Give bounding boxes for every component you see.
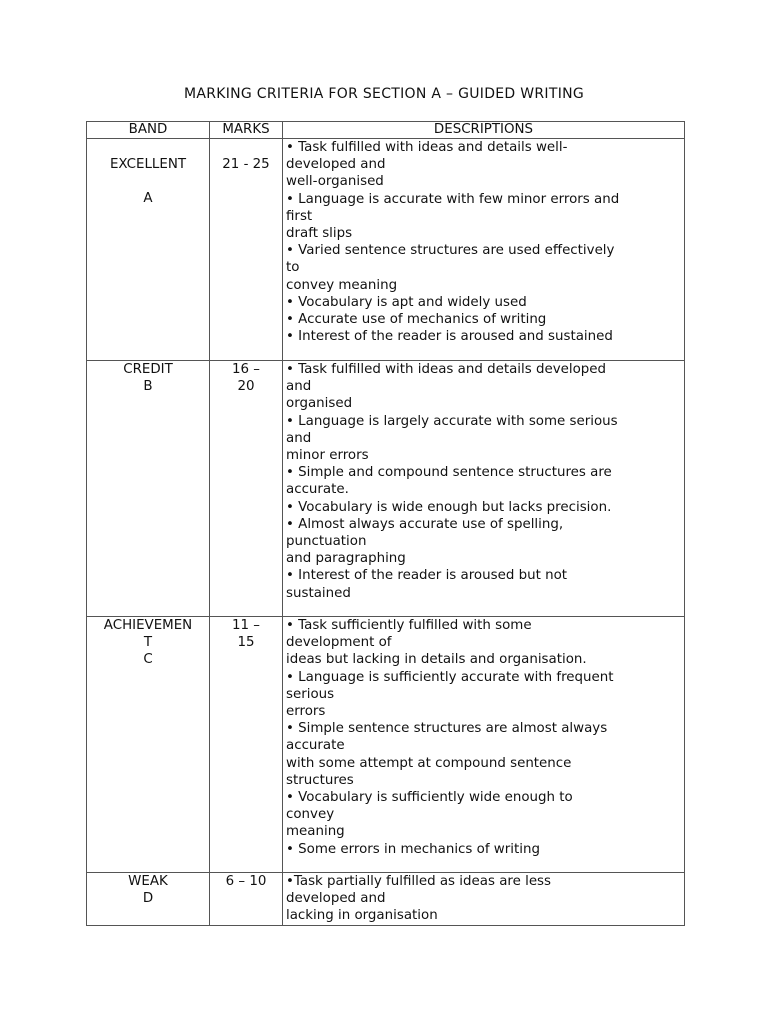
description-line: development of: [286, 635, 392, 651]
table-row-credit: [87, 361, 685, 617]
description-line: ideas but lacking in details and organisation.: [286, 652, 587, 668]
description-line: • Some errors in mechanics of writing: [286, 841, 540, 857]
description-cell: [283, 873, 685, 926]
description-line: • Interest of the reader is aroused but not: [286, 568, 568, 584]
description-cell: [283, 361, 685, 617]
description-line: meaning: [286, 824, 345, 840]
description-line: lacking in organisation: [286, 908, 438, 924]
marks-range-end: 15: [237, 635, 255, 651]
description-cell: [283, 617, 685, 873]
description-line: • Task fulfilled with ideas and details well-: [286, 140, 568, 155]
description-line: first: [286, 208, 313, 224]
description-cell: [283, 139, 685, 361]
marks-range: 6 – 10: [225, 874, 267, 889]
marks-cell: [210, 873, 283, 926]
description-line: to: [286, 260, 300, 276]
band-label: CREDIT: [123, 362, 173, 377]
description-line: • Accurate use of mechanics of writing: [286, 312, 547, 328]
table-row-excellent: [87, 139, 685, 361]
marking-criteria-table: [86, 121, 685, 926]
description-line: • Vocabulary is sufficiently wide enough to: [286, 790, 573, 806]
band-label: EXCELLENT: [109, 157, 187, 172]
description-line: punctuation: [286, 534, 367, 550]
marks-range-end: 20: [237, 379, 255, 395]
header-band: BAND: [87, 122, 210, 139]
band-grade: B: [143, 379, 153, 395]
description-line: errors: [286, 704, 326, 720]
description-line: draft slips: [286, 226, 353, 242]
description-line: • Language is largely accurate with some serious: [286, 413, 618, 429]
description-line: • Varied sentence structures are used effectively: [286, 243, 615, 259]
table-row-achievement: [87, 617, 685, 873]
marks-cell: [210, 361, 283, 617]
band-grade: D: [142, 891, 154, 907]
description-line: •Task partially fulfilled as ideas are less: [286, 874, 552, 889]
description-line: and: [286, 379, 312, 395]
description-line: • Task fulfilled with ideas and details developed: [286, 362, 607, 377]
description-line: • Language is sufficiently accurate with frequent: [286, 669, 614, 685]
band-label: ACHIEVEMEN: [103, 618, 193, 633]
marks-cell: [210, 139, 283, 361]
description-line: developed and: [286, 891, 386, 907]
document-title: MARKING CRITERIA FOR SECTION A – GUIDED WRITING: [183, 86, 585, 102]
header-descriptions: DESCRIPTIONS: [283, 122, 685, 139]
description-line: minor errors: [286, 448, 369, 464]
band-cell: [87, 873, 210, 926]
band-cell: [87, 361, 210, 617]
marks-range-start: 16 –: [232, 362, 260, 377]
description-line: • Simple and compound sentence structures are: [286, 465, 612, 481]
description-line: sustained: [286, 585, 351, 601]
description-line: • Vocabulary is apt and widely used: [286, 294, 527, 310]
description-line: accurate.: [286, 482, 349, 498]
description-line: • Language is accurate with few minor errors and: [286, 191, 620, 207]
description-line: • Simple sentence structures are almost always: [286, 721, 608, 737]
band-cell: [87, 617, 210, 873]
description-line: and: [286, 430, 312, 446]
description-line: convey meaning: [286, 277, 398, 293]
description-line: structures: [286, 772, 354, 788]
table-header-row: [87, 122, 685, 139]
header-marks: MARKS: [210, 122, 283, 139]
table-row-weak: [87, 873, 685, 926]
band-grade: A: [143, 191, 153, 207]
description-line: developed and: [286, 157, 386, 173]
band-label: WEAK: [128, 874, 168, 889]
description-line: convey: [286, 807, 335, 823]
description-line: accurate: [286, 738, 345, 754]
band-label-wrap: T: [143, 635, 153, 651]
description-line: • Vocabulary is wide enough but lacks precision.: [286, 499, 612, 515]
description-line: well-organised: [286, 174, 384, 190]
description-line: • Interest of the reader is aroused and sustained: [286, 329, 613, 345]
marks-range: 21 - 25: [222, 157, 270, 172]
marks-range-start: 11 –: [232, 618, 260, 633]
description-line: organised: [286, 396, 353, 412]
band-cell: [87, 139, 210, 361]
marks-cell: [210, 617, 283, 873]
band-grade: C: [143, 652, 153, 668]
description-line: with some attempt at compound sentence: [286, 755, 572, 771]
description-line: and paragraphing: [286, 551, 406, 567]
description-line: serious: [286, 686, 335, 702]
description-line: • Almost always accurate use of spelling,: [286, 516, 564, 532]
description-line: • Task sufficiently fulfilled with some: [286, 618, 532, 633]
